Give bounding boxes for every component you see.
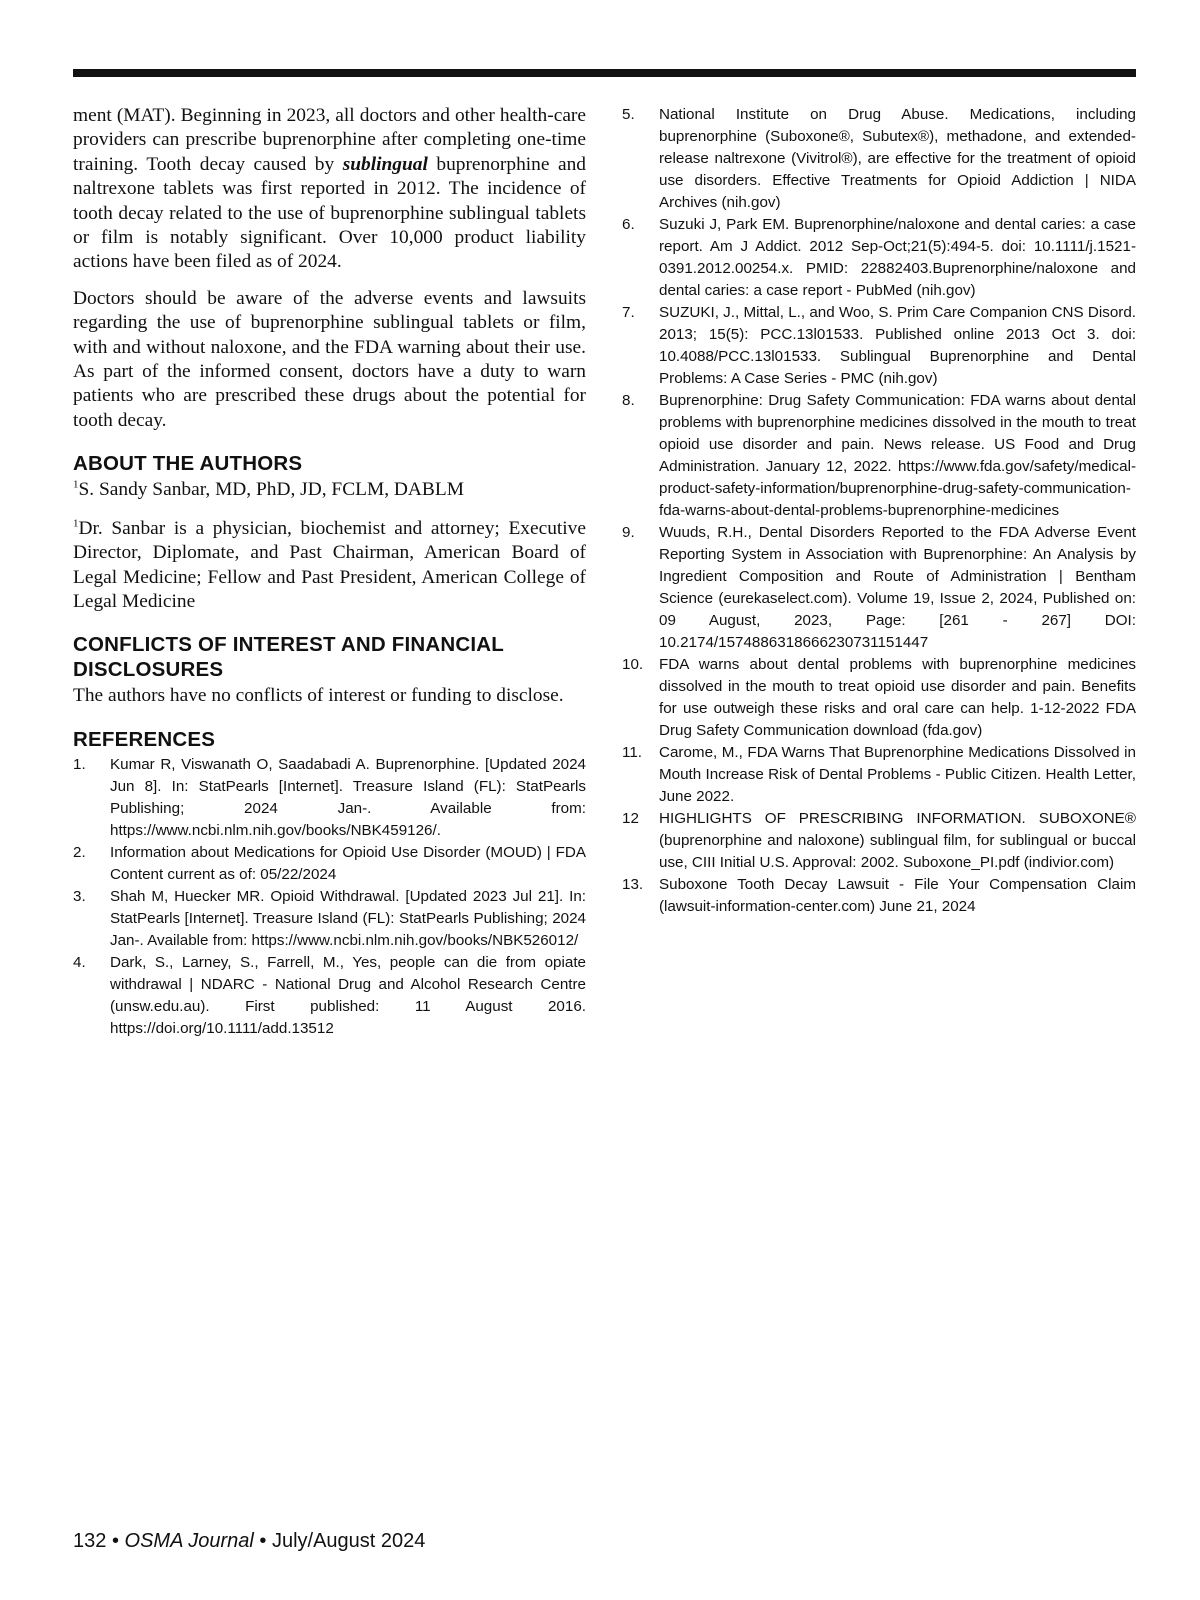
author-name: $^1$S. Sandy Sanbar, MD, PhD, JD, FCLM, DABLM: [73, 478, 464, 501]
reference-item: 12 HIGHLIGHTS OF PRESCRIBING INFORMATION. SUBOXONE® (buprenorphine and naloxone) sublingual film, for sublingual or buccal use, CIII Initial U.S. Approval: 2002. Suboxone_PI.pdf (indivior.com): [622, 810, 1136, 871]
page-footer: [73, 1528, 425, 1554]
references-heading: REFERENCES: [73, 727, 216, 751]
about-authors-heading: ABOUT THE AUTHORS: [73, 452, 303, 476]
reference-item: 2. Information about Medications for Opioid Use Disorder (MOUD) | FDA Content current as of: 05/22/2024: [73, 843, 586, 883]
reference-item: 8. Buprenorphine: Drug Safety Communication: FDA warns about dental problems with buprenorphine medicines dissolved in the mouth to treat opioid use disorder and pain. News release. US Food and Drug Administration. January 12, 2022. https://www.fda.gov/safety/medical-product-safety-information/buprenorphine-drug-safety-communication-fda-warns-about-dental-problems-buprenorphine-medicines: [622, 392, 1136, 519]
references-list-left: [73, 754, 586, 1040]
body-paragraph-2: Doctors should be aware of the adverse events and lawsuits regarding the use of buprenorphine sublingual tablets or film, with and without naloxone, and the FDA warning about their use. As part of the informed consent, doctors have a duty to warn patients who are prescribed these drugs about the potential for tooth decay.: [73, 287, 586, 431]
conflicts-text: The authors have no conflicts of interest or funding to disclose.: [73, 685, 564, 707]
footer-bullet: •: [259, 1530, 267, 1552]
reference-item: 13. Suboxone Tooth Decay Lawsuit - File Your Compensation Claim (lawsuit-information-center.com) June 21, 2024: [622, 876, 1136, 915]
left-column: [73, 104, 586, 1040]
author-bio: $^1$Dr. Sanbar is a physician, biochemist and attorney; Executive Director, Diplomate, and Past Chairman, American Board of Legal Medicine; Fellow and Past President, American College of Legal Medicine: [73, 517, 586, 612]
reference-item: 9. Wuuds, R.H., Dental Disorders Reported to the FDA Adverse Event Reporting System in Association with Buprenorphine: An Analysis by Ingredient Composition and Route of Administration | Bentham Science (eurekaselect.com). Volume 19, Issue 2, 2024, Published on: 09 August, 2023, Page: [261 - 267] DOI: 10.2174/1574886318666230731151447: [622, 524, 1136, 651]
reference-item: 4. Dark, S., Larney, S., Farrell, M., Yes, people can die from opiate withdrawal | NDARC - National Drug and Alcohol Research Centre (unsw.edu.au). First published: 11 August 2016. https://doi.org/10.1111/add.13512: [73, 953, 586, 1037]
body-paragraph-1: ment (MAT). Beginning in 2023, all doctors and other health-care providers can prescribe buprenorphine after completing one-time training. Tooth decay caused by sublingual buprenorphine and naltrexone tablets was first reported in 2012. The incidence of tooth decay related to the use of buprenorphine sublingual tablets or film is notably significant. Over 10,000 product liability actions have been filed as of 2024.: [73, 105, 586, 273]
reference-item: 11. Carome, M., FDA Warns That Buprenorphine Medications Dissolved in Mouth Increase Risk of Dental Problems - Public Citizen. Health Letter, June 2022.: [622, 744, 1136, 805]
emphasis-sublingual: sublingual: [342, 153, 428, 175]
reference-item: 1. Kumar R, Viswanath O, Saadabadi A. Buprenorphine. [Updated 2024 Jun 8]. In: StatPearls [Internet]. Treasure Island (FL): StatPearls Publishing; 2024 Jan-. Available from: https://www.ncbi.nlm.nih.gov/books/NBK459126/.: [73, 755, 586, 839]
references-list-right: [622, 104, 1136, 918]
right-column: [622, 104, 1136, 918]
footer-bullet: •: [111, 1530, 119, 1552]
top-rule: [73, 69, 1136, 77]
reference-item: 7. SUZUKI, J., Mittal, L., and Woo, S. Prim Care Companion CNS Disord. 2013; 15(5): PCC.13l01533. Published online 2013 Oct 3. doi: 10.4088/PCC.13l01533. Sublingual Buprenorphine and Dental Problems: A Case Series - PMC (nih.gov): [622, 304, 1136, 387]
reference-item: 5. National Institute on Drug Abuse. Medications, including buprenorphine (Suboxone®, Subutex®), methadone, and extended-release naltrexone (Vivitrol®), are effective for the treatment of opioid use disorders. Effective Treatments for Opioid Addiction | NIDA Archives (nih.gov): [622, 106, 1136, 211]
issue-date: July/August 2024: [271, 1530, 426, 1552]
reference-item: 10. FDA warns about dental problems with buprenorphine medicines dissolved in the mouth to treat opioid use disorder and pain. Benefits for use outweigh these risks and oral care can help. 1-12-2022 FDA Drug Safety Communication download (fda.gov): [622, 656, 1136, 739]
reference-item: 3. Shah M, Huecker MR. Opioid Withdrawal. [Updated 2023 Jul 21]. In: StatPearls [Internet]. Treasure Island (FL): StatPearls Publishing; 2024 Jan-. Available from: https://www.ncbi.nlm.nih.gov/books/NBK526012/: [73, 887, 586, 949]
conflicts-heading: CONFLICTS OF INTEREST AND FINANCIAL DISCLOSURES: [73, 633, 504, 682]
journal-name: OSMA Journal: [124, 1530, 254, 1552]
page-number: 132: [73, 1530, 107, 1552]
reference-item: 6. Suzuki J, Park EM. Buprenorphine/naloxone and dental caries: a case report. Am J Addict. 2012 Sep-Oct;21(5):494-5. doi: 10.1111/j.1521-0391.2012.00254.x. PMID: 22882403.Buprenorphine/naloxone and dental caries: a case report - PubMed (nih.gov): [622, 216, 1136, 299]
